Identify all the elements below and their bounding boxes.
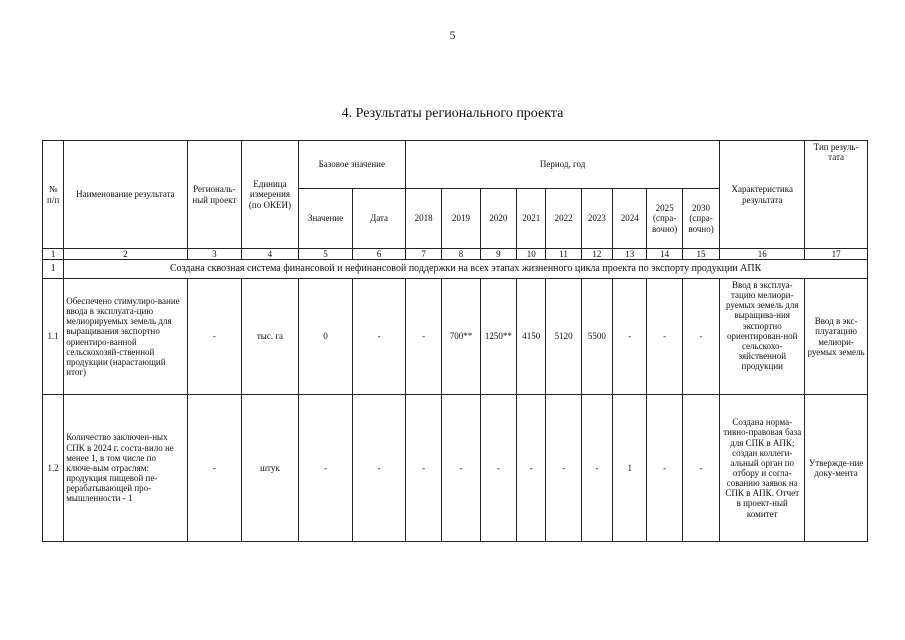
result-characteristic: Создана норма-тивно-правовая база для СПК в АПК; создан коллеги-альный орган по отбору и согла-сованию заявок на СПК в АПК. Отчет в проект-ный комитет — [720, 395, 805, 542]
column-number: 15 — [682, 249, 719, 260]
header-year: 2022 — [546, 189, 581, 249]
row-number: 1.2 — [43, 395, 64, 542]
result-name: Обеспечено стимулиро-вание ввода в эксплуата-цию мелиорируемых земель для выращивания экспортно ориентиро-ванной сельскохозяй-ственной продукции (нарастающий итог) — [64, 279, 187, 395]
header-year: 2021 — [517, 189, 546, 249]
result-characteristic: Ввод в эксплуа-тацию мелиори-руемых земель для выращива-ния экспортно ориентирован-ной сельскохо-зяйственной продукции — [720, 279, 805, 395]
header-year: 2025 (спра-вочно) — [647, 189, 682, 249]
column-number: 6 — [353, 249, 406, 260]
year-value: - — [442, 395, 480, 542]
regional-project: - — [187, 279, 242, 395]
header-num: № п/п — [43, 141, 64, 249]
header-unit: Единица измерения (по ОКЕИ) — [242, 141, 299, 249]
result-type: Утвержде-ние доку-мента — [805, 395, 868, 542]
year-value: - — [613, 279, 647, 395]
column-number: 2 — [64, 249, 187, 260]
table-row — [43, 279, 868, 395]
header-period: Период, год — [405, 141, 719, 189]
year-value: - — [682, 279, 719, 395]
year-value: - — [546, 395, 581, 542]
header-characteristic: Характеристика результата — [720, 141, 805, 249]
unit: тыс. га — [242, 279, 299, 395]
header-year: 2020 — [480, 189, 516, 249]
header-year: 2019 — [442, 189, 480, 249]
header-row-1 — [43, 141, 868, 189]
column-number: 4 — [242, 249, 299, 260]
base-value: - — [298, 395, 353, 542]
column-number-row — [43, 249, 868, 260]
column-number: 10 — [517, 249, 546, 260]
column-number: 3 — [187, 249, 242, 260]
year-value: - — [405, 395, 441, 542]
year-value: 1 — [613, 395, 647, 542]
section-number: 1 — [43, 260, 64, 279]
column-number: 7 — [405, 249, 441, 260]
header-base-date: Дата — [353, 189, 406, 249]
section-heading: Создана сквозная система финансовой и нефинансовой поддержки на всех этапах жизненного цикла проекта по экспорту продукции АПК — [64, 260, 868, 279]
column-number: 9 — [480, 249, 516, 260]
base-value: 0 — [298, 279, 353, 395]
row-number: 1.1 — [43, 279, 64, 395]
header-year: 2023 — [581, 189, 612, 249]
year-value: 700** — [442, 279, 480, 395]
year-value: - — [581, 395, 612, 542]
result-name: Количество заключен-ных СПК в 2024 г. соста-вило не менее 1, в том числе по ключе-вым отраслям: продукция пищевой пе-рерабатывающей про-мышленности - 1 — [64, 395, 187, 542]
base-date: - — [353, 279, 406, 395]
section-row — [43, 260, 868, 279]
header-type: Тип резуль-тата — [805, 141, 868, 249]
year-value: - — [682, 395, 719, 542]
column-number: 16 — [720, 249, 805, 260]
year-value: - — [405, 279, 441, 395]
column-number: 14 — [647, 249, 682, 260]
table-row — [43, 395, 868, 542]
result-type: Ввод в экс-плуатацию мелиори-руемых земель — [805, 279, 868, 395]
section-title: 4. Результаты регионального проекта — [341, 106, 564, 121]
header-regional: Региональ-ный проект — [187, 141, 242, 249]
column-number: 11 — [546, 249, 581, 260]
header-year: 2030 (спра-вочно) — [682, 189, 719, 249]
year-value: - — [647, 395, 682, 542]
base-date: - — [353, 395, 406, 542]
year-value: - — [647, 279, 682, 395]
column-number: 17 — [805, 249, 868, 260]
year-value: 4150 — [517, 279, 546, 395]
unit: штук — [242, 395, 299, 542]
header-base-value: Значение — [298, 189, 353, 249]
year-value: - — [480, 395, 516, 542]
year-value: - — [517, 395, 546, 542]
year-value: 1250** — [480, 279, 516, 395]
header-name: Наименование результата — [64, 141, 187, 249]
column-number: 12 — [581, 249, 612, 260]
column-number: 5 — [298, 249, 353, 260]
header-year: 2024 — [613, 189, 647, 249]
year-value: 5500 — [581, 279, 612, 395]
column-number: 8 — [442, 249, 480, 260]
header-base: Базовое значение — [298, 141, 405, 189]
regional-project: - — [187, 395, 242, 542]
year-value: 5120 — [546, 279, 581, 395]
results-table — [42, 140, 868, 542]
column-number: 1 — [43, 249, 64, 260]
column-number: 13 — [613, 249, 647, 260]
page-number: 5 — [449, 28, 456, 42]
header-year: 2018 — [405, 189, 441, 249]
